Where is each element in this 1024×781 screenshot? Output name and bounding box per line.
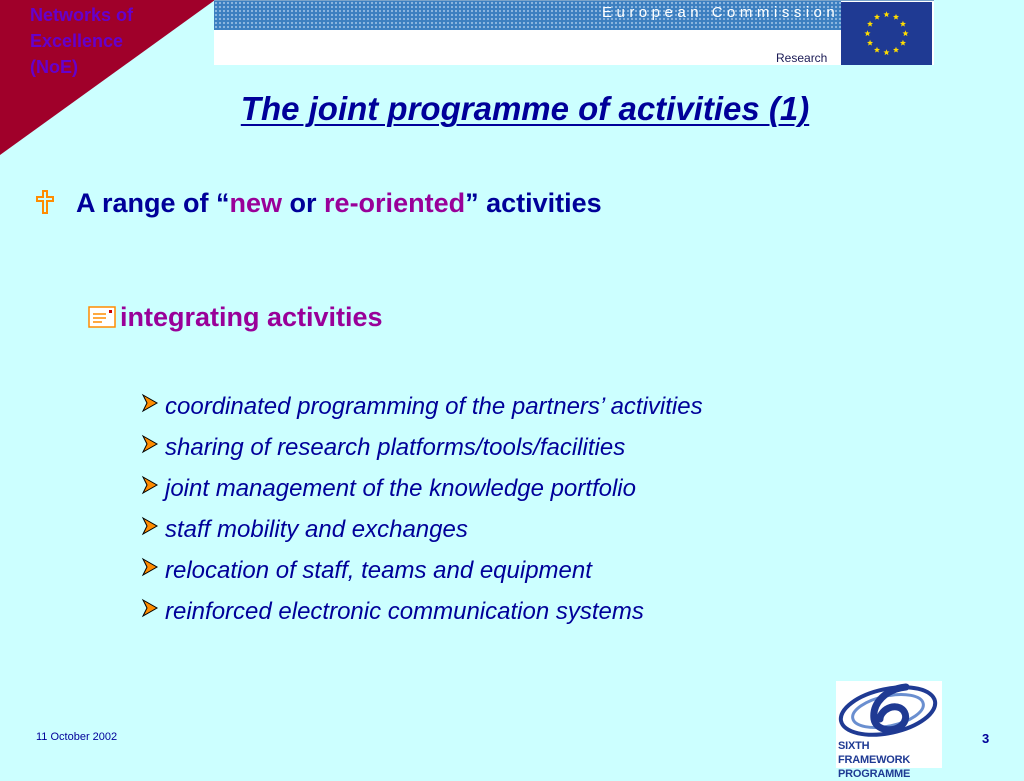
fp6-logo-text <box>838 739 942 781</box>
fp6-logo-line2: PROGRAMME <box>838 768 911 780</box>
eu-star-icon <box>893 14 899 20</box>
fp6-logo-icon <box>836 681 942 780</box>
list-item <box>140 431 703 472</box>
eu-star-icon <box>874 14 880 20</box>
main-point-new: new <box>229 188 283 218</box>
main-point-reoriented: re-oriented <box>324 188 466 218</box>
main-point-prefix: A range of “ <box>76 188 230 218</box>
list-item <box>140 390 703 431</box>
list-item-text: joint management of the knowledge portfolio <box>165 475 636 502</box>
eu-star-icon <box>900 40 906 46</box>
corner-label <box>30 2 180 80</box>
eu-star-icon <box>874 47 880 53</box>
list-item-text: sharing of research platforms/tools/facilities <box>165 434 626 461</box>
ec-org-subtitle: Research <box>776 51 828 65</box>
list-item-text: coordinated programming of the partners’ activities <box>165 393 703 420</box>
slide-title: The joint programme of activities (1) <box>240 90 810 127</box>
list-item <box>140 554 703 595</box>
list-item-text: staff mobility and exchanges <box>165 516 468 543</box>
eu-star-icon <box>867 40 873 46</box>
list-item <box>140 472 703 513</box>
ec-org-title: European Commission <box>602 4 840 21</box>
page-number: 3 <box>982 731 990 746</box>
list-item-text: relocation of staff, teams and equipment <box>165 557 592 584</box>
eu-star-icon <box>883 11 889 17</box>
arrow-bullet-icon <box>140 431 165 463</box>
eu-star-icon <box>864 30 870 36</box>
corner-label-line1: Networks of <box>30 5 134 25</box>
corner-banner <box>0 0 215 155</box>
slide-date: 11 October 2002 <box>36 731 118 743</box>
eu-star-icon <box>900 21 906 27</box>
arrow-bullet-icon <box>140 595 165 627</box>
list-item <box>140 595 703 636</box>
eu-flag-icon <box>841 2 932 65</box>
activity-list <box>140 390 703 636</box>
arrow-bullet-icon <box>140 472 165 504</box>
main-point <box>36 188 602 219</box>
fp6-logo-line1: SIXTH FRAMEWORK <box>838 740 911 766</box>
document-bullet-icon <box>88 304 116 335</box>
eu-star-icon <box>902 30 908 36</box>
ec-header-banner <box>214 0 934 65</box>
arrow-bullet-icon <box>140 554 165 586</box>
corner-label-line3: (NoE) <box>30 57 78 77</box>
corner-label-line2: Excellence <box>30 31 124 51</box>
sub-point-label: integrating activities <box>120 302 383 332</box>
arrow-bullet-icon <box>140 390 165 422</box>
cross-bullet-icon <box>36 188 76 219</box>
arrow-bullet-icon <box>140 513 165 545</box>
main-point-connector: or <box>282 188 325 218</box>
main-point-suffix: ” activities <box>465 188 602 218</box>
sub-point <box>88 302 383 335</box>
list-item-text: reinforced electronic communication systems <box>165 598 644 625</box>
list-item <box>140 513 703 554</box>
eu-star-icon <box>893 47 899 53</box>
eu-star-icon <box>883 49 889 55</box>
eu-star-icon <box>867 21 873 27</box>
